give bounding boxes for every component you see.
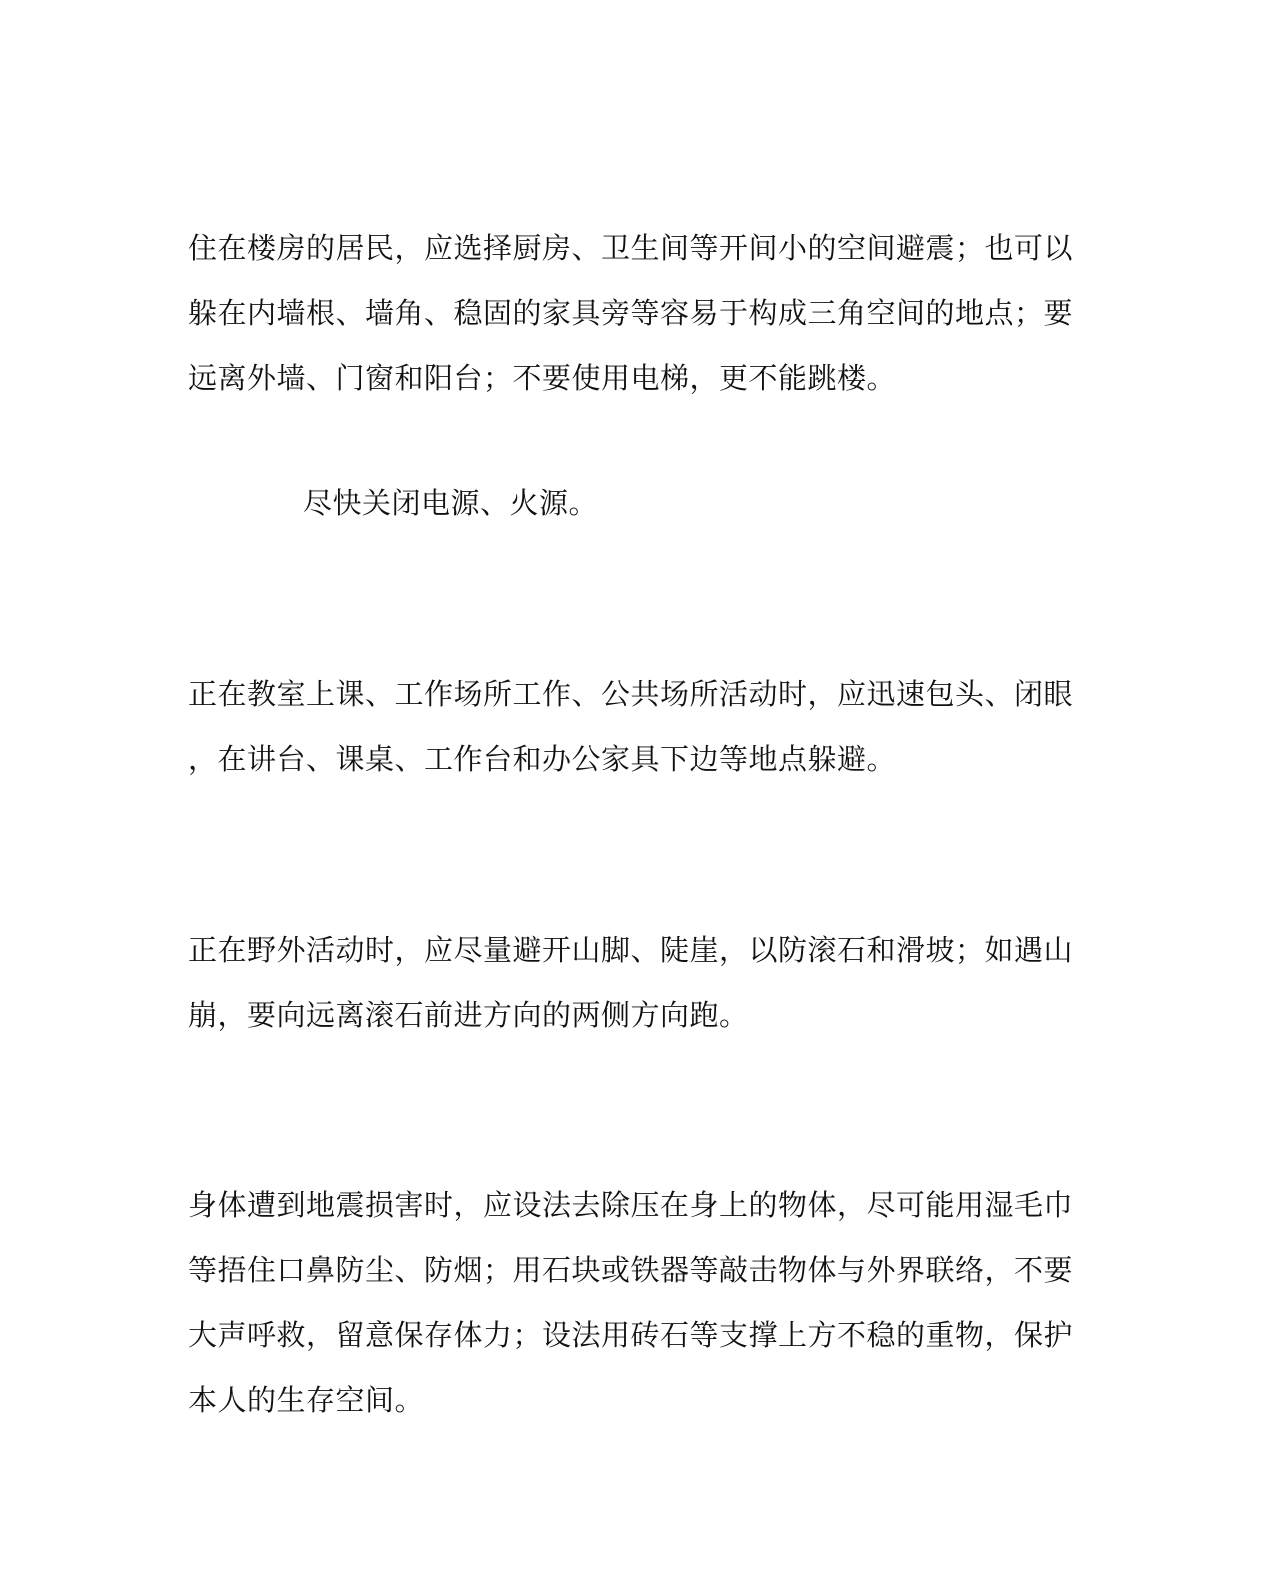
- paragraph-building-residents: [188, 216, 1074, 411]
- paragraph-outdoors: [188, 918, 1074, 1048]
- paragraph-line: 住在楼房的居民，应选择厨房、卫生间等开间小的空间避震；也可以: [188, 231, 1074, 265]
- paragraph-line: 崩，要向远离滚石前进方向的两侧方向跑。: [188, 998, 749, 1032]
- paragraph-line: 正在野外活动时，应尽量避开山脚、陡崖，以防滚石和滑坡；如遇山: [188, 933, 1074, 967]
- paragraph-line: 正在教室上课、工作场所工作、公共场所活动时，应迅速包头、闭眼: [188, 677, 1074, 711]
- paragraph-line: 躲在内墙根、墙角、稳固的家具旁等容易于构成三角空间的地点；要: [188, 296, 1074, 330]
- paragraph-line: 大声呼救，留意保存体力；设法用砖石等支撑上方不稳的重物，保护: [188, 1318, 1074, 1352]
- paragraph-classroom-workplace: [188, 662, 1074, 792]
- paragraph-line: 远离外墙、门窗和阳台；不要使用电梯，更不能跳楼。: [188, 361, 897, 395]
- paragraph-line: ，在讲台、课桌、工作台和办公家具下边等地点躲避。: [188, 742, 897, 776]
- paragraph-line: 尽快关闭电源、火源。: [303, 486, 599, 520]
- paragraph-line: 等捂住口鼻防尘、防烟；用石块或铁器等敲击物体与外界联络，不要: [188, 1253, 1074, 1287]
- paragraph-line: 身体遭到地震损害时，应设法去除压在身上的物体，尽可能用湿毛巾: [188, 1188, 1074, 1222]
- paragraph-power-fire: [303, 471, 1173, 536]
- paragraph-injured: [188, 1173, 1074, 1433]
- paragraph-line: 本人的生存空间。: [188, 1383, 425, 1417]
